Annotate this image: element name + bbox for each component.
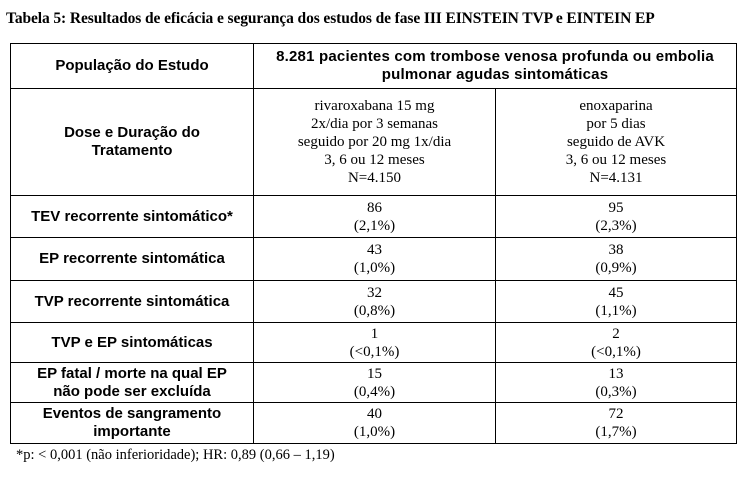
enox-percent: (1,7%)	[595, 424, 637, 440]
row-label	[11, 403, 254, 444]
dose-enox-line-5: N=4.131	[589, 170, 643, 186]
riva-result	[254, 363, 496, 403]
table-row	[11, 196, 737, 238]
dose-label	[11, 89, 254, 196]
enox-result	[496, 238, 737, 281]
riva-percent: (1,0%)	[353, 260, 396, 276]
population-value-line-2: pulmonar agudas sintomáticas	[381, 66, 609, 83]
table-footnote: *p: < 0,001 (não inferioridade); HR: 0,89 (0,66 – 1,19)	[16, 447, 335, 463]
enox-count: 13	[608, 365, 624, 382]
dose-label-line-2: Tratamento	[91, 142, 173, 159]
enox-count: 72	[608, 406, 624, 422]
row-label	[11, 281, 254, 323]
riva-result	[254, 238, 496, 281]
row-label-line-1: EP fatal / morte na qual EP	[37, 364, 227, 382]
riva-result	[254, 403, 496, 444]
riva-percent: (2,1%)	[353, 217, 396, 234]
enox-result	[496, 403, 737, 444]
table-row	[11, 323, 737, 363]
dose-riva-line-1: rivaroxabana 15 mg	[314, 98, 435, 114]
enox-percent: (0,3%)	[595, 383, 637, 400]
enox-percent: (0,9%)	[595, 260, 637, 276]
enox-percent: (<0,1%)	[591, 343, 641, 360]
riva-result	[254, 196, 496, 238]
dose-label-line-1: Dose e Duração do	[64, 124, 200, 141]
enox-count: 95	[608, 199, 624, 216]
table-caption: Tabela 5: Resultados de eficácia e segurança dos estudos de fase III EINSTEIN TVP e EINTEIN EP	[6, 10, 655, 27]
row-label-line-1: TVP recorrente sintomática	[34, 292, 230, 310]
dose-enox-line-1: enoxaparina	[579, 98, 653, 114]
table-row	[11, 363, 737, 403]
enox-result	[496, 196, 737, 238]
riva-percent: (1,0%)	[353, 424, 396, 440]
row-label-line-1: Eventos de sangramento	[42, 405, 222, 422]
enox-percent: (2,3%)	[595, 217, 637, 234]
table-row	[11, 281, 737, 323]
riva-percent: (0,4%)	[353, 383, 396, 400]
riva-count: 15	[367, 365, 382, 382]
population-value	[254, 44, 737, 89]
enox-count: 38	[608, 242, 624, 258]
table-row	[11, 403, 737, 444]
dose-enox-line-3: seguido de AVK	[566, 134, 666, 150]
riva-count: 40	[367, 406, 382, 422]
riva-count: 32	[367, 284, 382, 301]
row-label-line-1: TEV recorrente sintomático*	[31, 207, 233, 225]
row-label	[11, 196, 254, 238]
riva-count: 1	[370, 325, 379, 342]
enox-result	[496, 323, 737, 363]
dose-enoxaparin	[496, 89, 737, 196]
population-row	[11, 44, 737, 89]
table-row	[11, 238, 737, 281]
riva-count: 43	[367, 242, 382, 258]
enox-percent: (1,1%)	[595, 302, 637, 319]
dose-enox-line-2: por 5 dias	[586, 116, 646, 132]
row-label	[11, 323, 254, 363]
dose-row	[11, 89, 737, 196]
riva-count: 86	[367, 199, 382, 216]
enox-count: 45	[608, 284, 624, 301]
dose-riva-line-2: 2x/dia por 3 semanas	[310, 116, 439, 132]
dose-rivaroxaban	[254, 89, 496, 196]
dose-riva-line-5: N=4.150	[347, 170, 402, 186]
dose-enox-line-4: 3, 6 ou 12 meses	[565, 152, 667, 168]
row-label-line-2: não pode ser excluída	[53, 382, 211, 400]
enox-result	[496, 281, 737, 323]
enox-result	[496, 363, 737, 403]
dose-riva-line-3: seguido por 20 mg 1x/dia	[297, 134, 452, 150]
riva-result	[254, 323, 496, 363]
row-label	[11, 238, 254, 281]
results-table	[10, 43, 737, 444]
enox-count: 2	[612, 325, 620, 342]
row-label	[11, 363, 254, 403]
riva-percent: (<0,1%)	[349, 343, 400, 360]
dose-riva-line-4: 3, 6 ou 12 meses	[324, 152, 425, 168]
riva-result	[254, 281, 496, 323]
population-value-line-1: 8.281 pacientes com trombose venosa profunda ou embolia	[276, 48, 714, 65]
row-label-line-1: EP recorrente sintomática	[39, 250, 225, 267]
riva-percent: (0,8%)	[353, 302, 396, 319]
row-label-line-2: importante	[93, 423, 171, 440]
row-label-line-1: TVP e EP sintomáticas	[51, 333, 213, 351]
population-label: População do Estudo	[11, 44, 254, 89]
